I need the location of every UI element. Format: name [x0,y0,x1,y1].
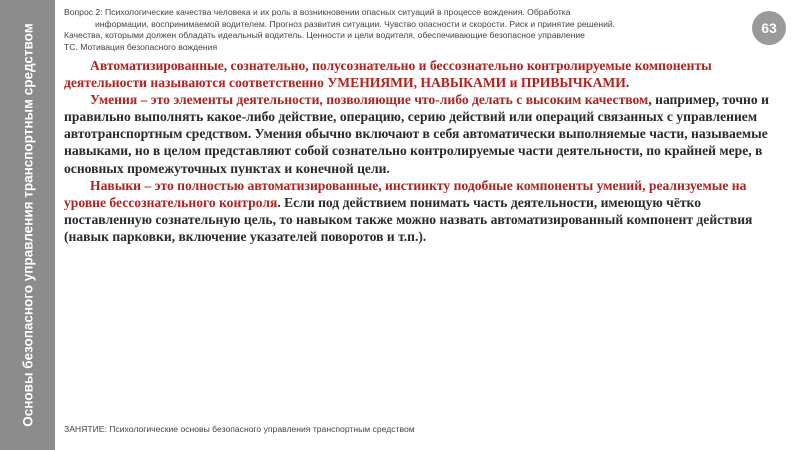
question-line-3: Качества, которыми должен обладать идеальный водитель. Ценности и цели водителя, обеспечивающие безопасное управление [64,30,585,40]
paragraph-3 [64,177,778,245]
lesson-footer [64,424,415,434]
question-line-1: Психологические качества человека и их роль в возникновении опасных ситуаций в процессе вождения. Обработка [104,7,571,17]
paragraph-2-highlight: Умения – это элементы деятельности, позволяющие что-либо делать с высоким качеством [90,92,649,108]
paragraph-3-highlight: Навыки – это полностью автоматизированные, инстинкту подобные компоненты умений, реализуемые на уровне бессознательного контроля [64,177,747,210]
lesson-label: ЗАНЯТИЕ: [64,424,107,434]
question-line-2: информации, воспринимаемой водителем. Прогноз развития ситуации. Чувство опасности и скорости. Риск и принятие решений. [95,18,616,29]
paragraph-1-highlight: Автоматизированные, сознательно, полусознательно и бессознательно контролируемые компоненты деятельности называются соответственно УМЕНИЯМИ, НАВЫКАМИ и ПРИВЫЧКАМИ [64,58,712,91]
main-text [64,57,778,245]
question-line-4: ТС. Мотивация безопасного вождения [64,41,218,52]
paragraph-3-rest: . Если под действием понимать часть деятельности, имеющую чётко поставленную сознательную цель, то навыком также можно назвать автоматизированный компонент действия (навык парковки, включение указателей поворотов и т.п.). [64,194,753,244]
paragraph-1 [64,57,778,91]
sidebar-divider [55,0,60,450]
lesson-title: Психологические основы безопасного управления транспортным средством [106,424,415,434]
paragraph-2-rest: , например, точно и правильно выполнять какое-либо действие, операцию, серию действий или операций связанных с управлением автотранспортным средством. Умения обычно включают в себя автоматически выполняемые части, называемые навыками, но в целом представляют собой сознательно контролируемые части деятельности, по крайней мере, в основных промежуточных пунктах и конечной цели. [64,92,769,176]
paragraph-1-end: . [625,75,630,91]
page-number-badge: 63 [752,11,786,45]
sidebar-title: Основы безопасного управления транспортным средством [20,23,36,427]
paragraph-2 [64,91,778,176]
question-label: Вопрос 2: [64,7,103,17]
sidebar [0,0,55,450]
question-header [64,7,754,53]
